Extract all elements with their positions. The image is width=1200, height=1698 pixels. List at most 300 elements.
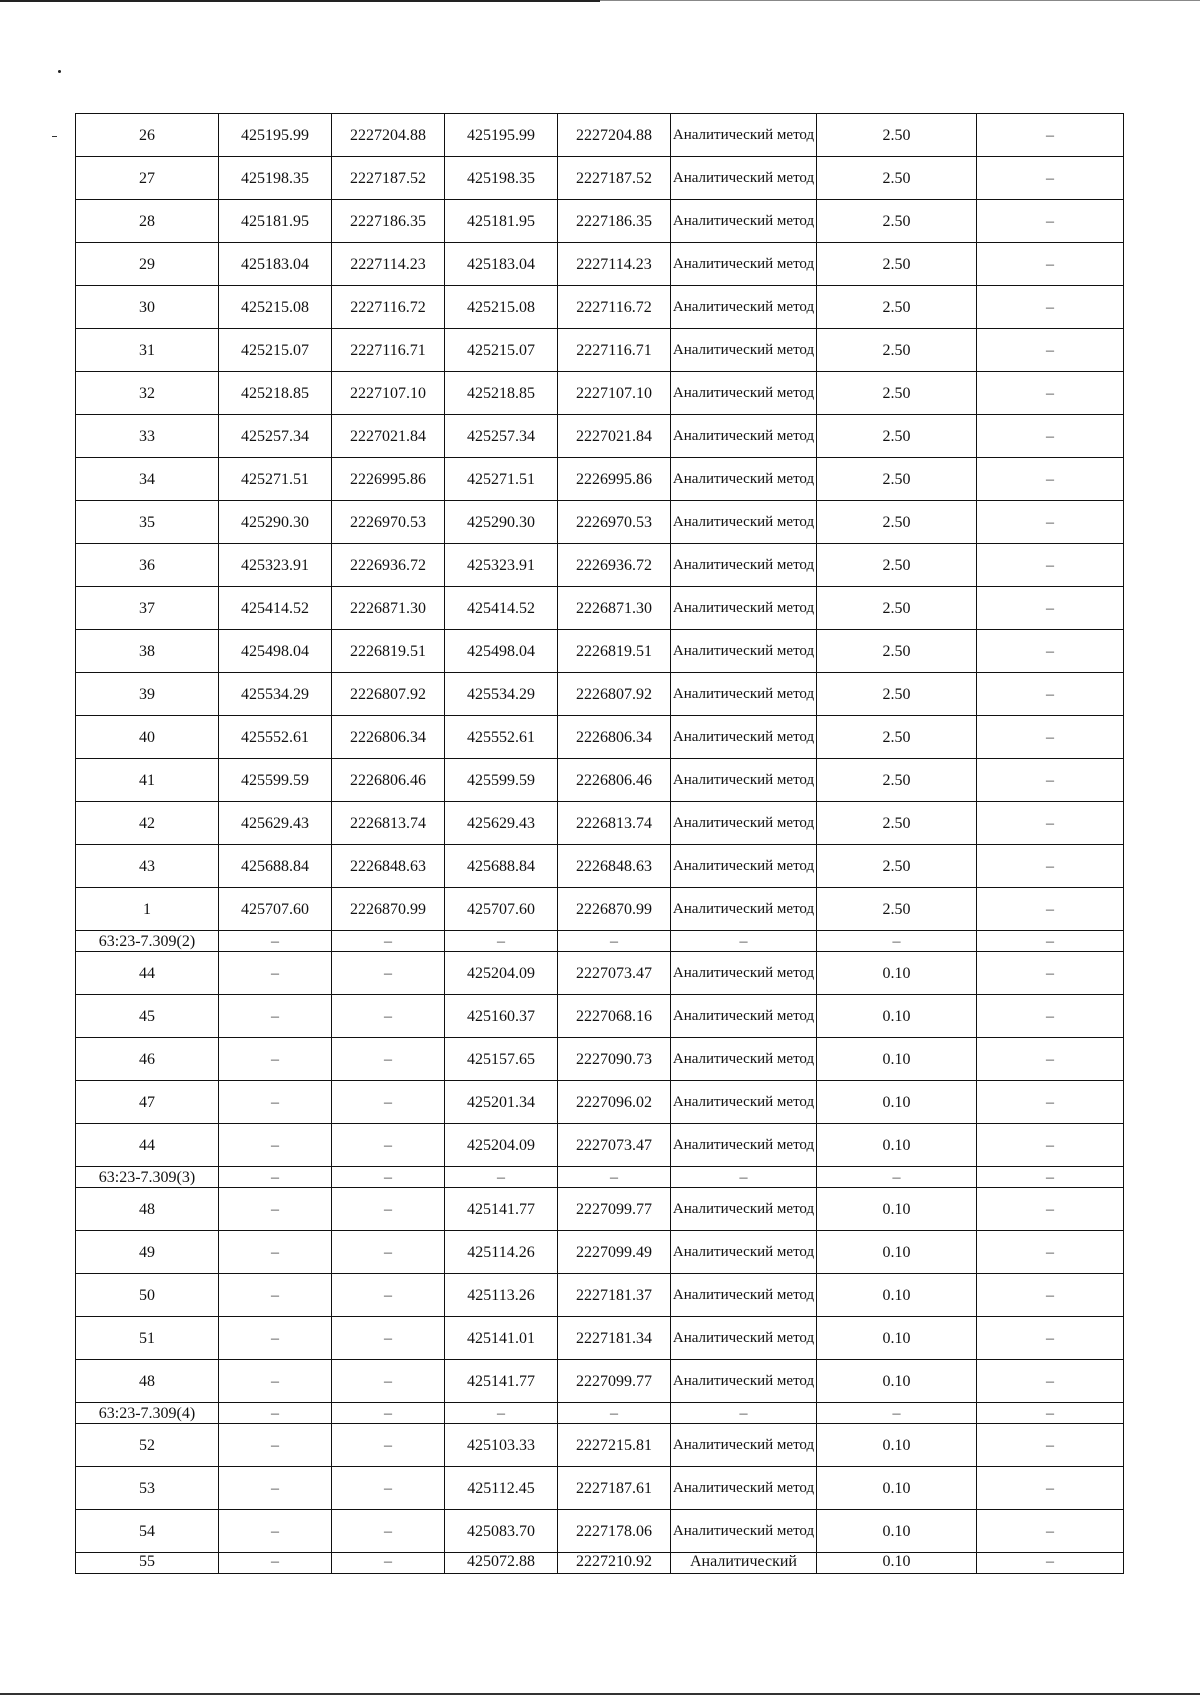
- method-cell: Аналитический метод: [671, 458, 817, 501]
- method-cell: Аналитический: [671, 1553, 817, 1574]
- description-cell: –: [977, 329, 1124, 372]
- y-coordinate-existing: –: [332, 1274, 445, 1317]
- y-coordinate-new: 2227114.23: [558, 243, 671, 286]
- x-coordinate-existing: 425271.51: [219, 458, 332, 501]
- accuracy-cell: 0.10: [817, 1360, 977, 1403]
- description-cell: –: [977, 1188, 1124, 1231]
- y-coordinate-new: 2227215.81: [558, 1424, 671, 1467]
- y-coordinate-new: 2227099.77: [558, 1188, 671, 1231]
- accuracy-cell: 0.10: [817, 1424, 977, 1467]
- accuracy-cell: –: [817, 1403, 977, 1424]
- y-coordinate-existing: –: [332, 952, 445, 995]
- description-cell: –: [977, 415, 1124, 458]
- method-cell: Аналитический метод: [671, 1124, 817, 1167]
- table-row: [76, 1424, 1124, 1467]
- point-number: 45: [76, 995, 219, 1038]
- table-row: [76, 544, 1124, 587]
- y-coordinate-existing: 2227186.35: [332, 200, 445, 243]
- method-cell: Аналитический метод: [671, 372, 817, 415]
- y-coordinate-existing: 2226871.30: [332, 587, 445, 630]
- x-coordinate-existing: –: [219, 1124, 332, 1167]
- point-number: 63:23-7.309(4): [76, 1403, 219, 1424]
- accuracy-cell: 0.10: [817, 1231, 977, 1274]
- point-number: 29: [76, 243, 219, 286]
- point-number: 26: [76, 114, 219, 157]
- accuracy-cell: 0.10: [817, 995, 977, 1038]
- accuracy-cell: 2.50: [817, 630, 977, 673]
- description-cell: –: [977, 372, 1124, 415]
- point-number: 63:23-7.309(2): [76, 931, 219, 952]
- description-cell: –: [977, 1167, 1124, 1188]
- x-coordinate-existing: –: [219, 1038, 332, 1081]
- accuracy-cell: 2.50: [817, 802, 977, 845]
- y-coordinate-new: 2227186.35: [558, 200, 671, 243]
- x-coordinate-existing: 425707.60: [219, 888, 332, 931]
- x-coordinate-existing: –: [219, 1553, 332, 1574]
- y-coordinate-existing: –: [332, 1403, 445, 1424]
- point-number: 30: [76, 286, 219, 329]
- description-cell: –: [977, 458, 1124, 501]
- point-number: 48: [76, 1188, 219, 1231]
- x-coordinate-new: 425141.77: [445, 1360, 558, 1403]
- x-coordinate-new: –: [445, 931, 558, 952]
- description-cell: –: [977, 673, 1124, 716]
- y-coordinate-existing: 2226995.86: [332, 458, 445, 501]
- y-coordinate-existing: –: [332, 1167, 445, 1188]
- table-row: [76, 1317, 1124, 1360]
- accuracy-cell: 0.10: [817, 1188, 977, 1231]
- table-row: [76, 888, 1124, 931]
- point-number: 50: [76, 1274, 219, 1317]
- accuracy-cell: 2.50: [817, 329, 977, 372]
- point-number: 54: [76, 1510, 219, 1553]
- x-coordinate-new: 425218.85: [445, 372, 558, 415]
- x-coordinate-existing: 425218.85: [219, 372, 332, 415]
- y-coordinate-new: 2227181.34: [558, 1317, 671, 1360]
- accuracy-cell: 0.10: [817, 1274, 977, 1317]
- x-coordinate-new: 425414.52: [445, 587, 558, 630]
- x-coordinate-new: 425688.84: [445, 845, 558, 888]
- method-cell: Аналитический метод: [671, 200, 817, 243]
- y-coordinate-existing: 2226806.46: [332, 759, 445, 802]
- y-coordinate-new: 2226819.51: [558, 630, 671, 673]
- y-coordinate-existing: –: [332, 1424, 445, 1467]
- point-number: 49: [76, 1231, 219, 1274]
- method-cell: Аналитический метод: [671, 1467, 817, 1510]
- point-number: 55: [76, 1553, 219, 1574]
- x-coordinate-new: 425181.95: [445, 200, 558, 243]
- table-row: [76, 995, 1124, 1038]
- method-cell: Аналитический метод: [671, 1317, 817, 1360]
- point-number: 32: [76, 372, 219, 415]
- y-coordinate-new: –: [558, 1403, 671, 1424]
- point-number: 44: [76, 1124, 219, 1167]
- point-number: 41: [76, 759, 219, 802]
- x-coordinate-existing: 425414.52: [219, 587, 332, 630]
- x-coordinate-existing: 425290.30: [219, 501, 332, 544]
- accuracy-cell: 2.50: [817, 544, 977, 587]
- point-number: 40: [76, 716, 219, 759]
- y-coordinate-existing: –: [332, 1553, 445, 1574]
- y-coordinate-new: 2227181.37: [558, 1274, 671, 1317]
- description-cell: –: [977, 587, 1124, 630]
- description-cell: –: [977, 845, 1124, 888]
- accuracy-cell: 2.50: [817, 673, 977, 716]
- description-cell: –: [977, 1038, 1124, 1081]
- x-coordinate-existing: –: [219, 1274, 332, 1317]
- description-cell: –: [977, 1510, 1124, 1553]
- x-coordinate-new: 425103.33: [445, 1424, 558, 1467]
- accuracy-cell: 0.10: [817, 1038, 977, 1081]
- x-coordinate-new: 425323.91: [445, 544, 558, 587]
- method-cell: Аналитический метод: [671, 1188, 817, 1231]
- x-coordinate-new: –: [445, 1167, 558, 1188]
- table-row: [76, 157, 1124, 200]
- x-coordinate-existing: 425629.43: [219, 802, 332, 845]
- y-coordinate-new: 2227096.02: [558, 1081, 671, 1124]
- y-coordinate-existing: 2227114.23: [332, 243, 445, 286]
- x-coordinate-new: 425498.04: [445, 630, 558, 673]
- y-coordinate-new: 2226871.30: [558, 587, 671, 630]
- x-coordinate-new: 425257.34: [445, 415, 558, 458]
- table-row: [76, 1038, 1124, 1081]
- accuracy-cell: 0.10: [817, 1467, 977, 1510]
- table-body: [76, 114, 1124, 1574]
- y-coordinate-new: 2227021.84: [558, 415, 671, 458]
- table-row: [76, 673, 1124, 716]
- x-coordinate-new: 425552.61: [445, 716, 558, 759]
- point-number: 51: [76, 1317, 219, 1360]
- x-coordinate-existing: 425498.04: [219, 630, 332, 673]
- x-coordinate-new: 425215.07: [445, 329, 558, 372]
- y-coordinate-new: 2226806.34: [558, 716, 671, 759]
- y-coordinate-existing: –: [332, 931, 445, 952]
- point-number: 42: [76, 802, 219, 845]
- description-cell: –: [977, 1274, 1124, 1317]
- table-row: [76, 1274, 1124, 1317]
- accuracy-cell: –: [817, 931, 977, 952]
- table-row: [76, 630, 1124, 673]
- method-cell: Аналитический метод: [671, 415, 817, 458]
- accuracy-cell: 2.50: [817, 501, 977, 544]
- x-coordinate-existing: 425183.04: [219, 243, 332, 286]
- method-cell: Аналитический метод: [671, 716, 817, 759]
- method-cell: Аналитический метод: [671, 286, 817, 329]
- table-row: [76, 114, 1124, 157]
- method-cell: Аналитический метод: [671, 501, 817, 544]
- accuracy-cell: 2.50: [817, 243, 977, 286]
- method-cell: Аналитический метод: [671, 329, 817, 372]
- y-coordinate-new: 2226936.72: [558, 544, 671, 587]
- description-cell: –: [977, 995, 1124, 1038]
- point-number: 35: [76, 501, 219, 544]
- x-coordinate-existing: 425552.61: [219, 716, 332, 759]
- description-cell: –: [977, 759, 1124, 802]
- x-coordinate-existing: 425195.99: [219, 114, 332, 157]
- description-cell: –: [977, 931, 1124, 952]
- x-coordinate-new: 425141.77: [445, 1188, 558, 1231]
- method-cell: Аналитический метод: [671, 114, 817, 157]
- description-cell: –: [977, 501, 1124, 544]
- x-coordinate-new: 425534.29: [445, 673, 558, 716]
- point-number: 47: [76, 1081, 219, 1124]
- table-row: [76, 587, 1124, 630]
- description-cell: –: [977, 630, 1124, 673]
- x-coordinate-existing: 425688.84: [219, 845, 332, 888]
- method-cell: Аналитический метод: [671, 587, 817, 630]
- table-row: [76, 952, 1124, 995]
- x-coordinate-existing: –: [219, 1467, 332, 1510]
- point-number: 39: [76, 673, 219, 716]
- y-coordinate-new: 2227073.47: [558, 952, 671, 995]
- y-coordinate-existing: –: [332, 1081, 445, 1124]
- y-coordinate-existing: 2227116.72: [332, 286, 445, 329]
- accuracy-cell: 2.50: [817, 372, 977, 415]
- y-coordinate-new: 2226806.46: [558, 759, 671, 802]
- y-coordinate-new: 2226807.92: [558, 673, 671, 716]
- description-cell: –: [977, 286, 1124, 329]
- x-coordinate-new: 425204.09: [445, 952, 558, 995]
- x-coordinate-existing: 425534.29: [219, 673, 332, 716]
- table-row: [76, 329, 1124, 372]
- point-number: 44: [76, 952, 219, 995]
- point-number: 52: [76, 1424, 219, 1467]
- x-coordinate-new: 425290.30: [445, 501, 558, 544]
- point-number: 63:23-7.309(3): [76, 1167, 219, 1188]
- point-number: 46: [76, 1038, 219, 1081]
- description-cell: –: [977, 1403, 1124, 1424]
- table-row: [76, 1467, 1124, 1510]
- table-row: [76, 802, 1124, 845]
- method-cell: Аналитический метод: [671, 1424, 817, 1467]
- x-coordinate-existing: –: [219, 1510, 332, 1553]
- x-coordinate-new: –: [445, 1403, 558, 1424]
- x-coordinate-new: 425201.34: [445, 1081, 558, 1124]
- accuracy-cell: 0.10: [817, 1317, 977, 1360]
- method-cell: –: [671, 1167, 817, 1188]
- section-header-row: [76, 1403, 1124, 1424]
- y-coordinate-new: –: [558, 931, 671, 952]
- method-cell: –: [671, 931, 817, 952]
- y-coordinate-existing: 2226807.92: [332, 673, 445, 716]
- x-coordinate-existing: –: [219, 1231, 332, 1274]
- y-coordinate-existing: 2226819.51: [332, 630, 445, 673]
- accuracy-cell: 2.50: [817, 200, 977, 243]
- method-cell: Аналитический метод: [671, 157, 817, 200]
- y-coordinate-new: 2227073.47: [558, 1124, 671, 1167]
- accuracy-cell: 0.10: [817, 1081, 977, 1124]
- point-number: 34: [76, 458, 219, 501]
- table-row: [76, 1188, 1124, 1231]
- x-coordinate-existing: 425198.35: [219, 157, 332, 200]
- method-cell: Аналитический метод: [671, 1274, 817, 1317]
- scan-edge-top-right: [600, 0, 1200, 1]
- point-number: 48: [76, 1360, 219, 1403]
- description-cell: –: [977, 544, 1124, 587]
- table-row: [76, 716, 1124, 759]
- description-cell: –: [977, 200, 1124, 243]
- method-cell: Аналитический метод: [671, 630, 817, 673]
- method-cell: Аналитический метод: [671, 759, 817, 802]
- y-coordinate-existing: 2227116.71: [332, 329, 445, 372]
- y-coordinate-new: 2226870.99: [558, 888, 671, 931]
- x-coordinate-new: 425707.60: [445, 888, 558, 931]
- x-coordinate-existing: –: [219, 1360, 332, 1403]
- table-row: [76, 501, 1124, 544]
- y-coordinate-new: 2227116.72: [558, 286, 671, 329]
- point-number: 27: [76, 157, 219, 200]
- y-coordinate-new: 2226970.53: [558, 501, 671, 544]
- y-coordinate-existing: 2226813.74: [332, 802, 445, 845]
- method-cell: Аналитический метод: [671, 1081, 817, 1124]
- description-cell: –: [977, 1124, 1124, 1167]
- y-coordinate-existing: –: [332, 1188, 445, 1231]
- x-coordinate-new: 425204.09: [445, 1124, 558, 1167]
- description-cell: –: [977, 716, 1124, 759]
- description-cell: –: [977, 802, 1124, 845]
- y-coordinate-new: 2227116.71: [558, 329, 671, 372]
- y-coordinate-new: 2227099.77: [558, 1360, 671, 1403]
- y-coordinate-existing: –: [332, 1360, 445, 1403]
- accuracy-cell: 2.50: [817, 845, 977, 888]
- x-coordinate-new: 425072.88: [445, 1553, 558, 1574]
- table-row: [76, 845, 1124, 888]
- y-coordinate-existing: –: [332, 1467, 445, 1510]
- y-coordinate-new: 2227204.88: [558, 114, 671, 157]
- accuracy-cell: 2.50: [817, 157, 977, 200]
- y-coordinate-new: 2227068.16: [558, 995, 671, 1038]
- table-row: [76, 372, 1124, 415]
- table-row: [76, 200, 1124, 243]
- y-coordinate-existing: 2226806.34: [332, 716, 445, 759]
- method-cell: Аналитический метод: [671, 673, 817, 716]
- y-coordinate-existing: –: [332, 1231, 445, 1274]
- y-coordinate-new: 2227187.61: [558, 1467, 671, 1510]
- accuracy-cell: 0.10: [817, 1553, 977, 1574]
- table-row: [76, 1124, 1124, 1167]
- y-coordinate-new: 2227107.10: [558, 372, 671, 415]
- scan-speck: [58, 70, 61, 73]
- point-number: 38: [76, 630, 219, 673]
- description-cell: –: [977, 1317, 1124, 1360]
- y-coordinate-new: 2227210.92: [558, 1553, 671, 1574]
- accuracy-cell: 2.50: [817, 458, 977, 501]
- point-number: 1: [76, 888, 219, 931]
- y-coordinate-existing: 2226970.53: [332, 501, 445, 544]
- point-number: 43: [76, 845, 219, 888]
- method-cell: Аналитический метод: [671, 1510, 817, 1553]
- y-coordinate-existing: 2227204.88: [332, 114, 445, 157]
- description-cell: –: [977, 1360, 1124, 1403]
- x-coordinate-existing: 425181.95: [219, 200, 332, 243]
- accuracy-cell: 0.10: [817, 1510, 977, 1553]
- y-coordinate-existing: 2227107.10: [332, 372, 445, 415]
- x-coordinate-existing: –: [219, 1317, 332, 1360]
- method-cell: Аналитический метод: [671, 952, 817, 995]
- table-row: [76, 1231, 1124, 1274]
- x-coordinate-new: 425271.51: [445, 458, 558, 501]
- point-number: 36: [76, 544, 219, 587]
- accuracy-cell: 0.10: [817, 1124, 977, 1167]
- x-coordinate-existing: 425215.07: [219, 329, 332, 372]
- y-coordinate-new: 2227099.49: [558, 1231, 671, 1274]
- point-number: 53: [76, 1467, 219, 1510]
- table-row: [76, 415, 1124, 458]
- x-coordinate-new: 425160.37: [445, 995, 558, 1038]
- x-coordinate-existing: 425257.34: [219, 415, 332, 458]
- method-cell: Аналитический метод: [671, 888, 817, 931]
- x-coordinate-new: 425112.45: [445, 1467, 558, 1510]
- scan-edge-top: [0, 0, 600, 2]
- scan-edge-bottom: [0, 1693, 1200, 1695]
- x-coordinate-existing: –: [219, 1424, 332, 1467]
- y-coordinate-existing: 2227021.84: [332, 415, 445, 458]
- accuracy-cell: –: [817, 1167, 977, 1188]
- y-coordinate-existing: 2226848.63: [332, 845, 445, 888]
- y-coordinate-new: 2226848.63: [558, 845, 671, 888]
- point-number: 28: [76, 200, 219, 243]
- method-cell: Аналитический метод: [671, 995, 817, 1038]
- x-coordinate-new: 425183.04: [445, 243, 558, 286]
- accuracy-cell: 2.50: [817, 759, 977, 802]
- accuracy-cell: 0.10: [817, 952, 977, 995]
- accuracy-cell: 2.50: [817, 286, 977, 329]
- point-number: 33: [76, 415, 219, 458]
- x-coordinate-existing: –: [219, 952, 332, 995]
- description-cell: –: [977, 1467, 1124, 1510]
- y-coordinate-new: 2227090.73: [558, 1038, 671, 1081]
- y-coordinate-existing: 2226936.72: [332, 544, 445, 587]
- description-cell: –: [977, 1081, 1124, 1124]
- x-coordinate-new: 425157.65: [445, 1038, 558, 1081]
- description-cell: –: [977, 1553, 1124, 1574]
- y-coordinate-existing: 2226870.99: [332, 888, 445, 931]
- x-coordinate-new: 425083.70: [445, 1510, 558, 1553]
- description-cell: –: [977, 1231, 1124, 1274]
- description-cell: –: [977, 1424, 1124, 1467]
- x-coordinate-existing: –: [219, 931, 332, 952]
- y-coordinate-existing: –: [332, 1510, 445, 1553]
- method-cell: Аналитический метод: [671, 544, 817, 587]
- x-coordinate-existing: –: [219, 1081, 332, 1124]
- table-row: [76, 286, 1124, 329]
- accuracy-cell: 2.50: [817, 114, 977, 157]
- table-row: [76, 1360, 1124, 1403]
- x-coordinate-new: 425215.08: [445, 286, 558, 329]
- y-coordinate-existing: –: [332, 1317, 445, 1360]
- description-cell: –: [977, 157, 1124, 200]
- x-coordinate-new: 425113.26: [445, 1274, 558, 1317]
- x-coordinate-existing: 425599.59: [219, 759, 332, 802]
- y-coordinate-new: 2227187.52: [558, 157, 671, 200]
- table-row: [76, 458, 1124, 501]
- description-cell: –: [977, 952, 1124, 995]
- x-coordinate-existing: 425215.08: [219, 286, 332, 329]
- section-header-row: [76, 1167, 1124, 1188]
- description-cell: –: [977, 114, 1124, 157]
- method-cell: Аналитический метод: [671, 1038, 817, 1081]
- x-coordinate-existing: 425323.91: [219, 544, 332, 587]
- x-coordinate-new: 425198.35: [445, 157, 558, 200]
- accuracy-cell: 2.50: [817, 888, 977, 931]
- y-coordinate-existing: –: [332, 1038, 445, 1081]
- table-row: [76, 243, 1124, 286]
- accuracy-cell: 2.50: [817, 415, 977, 458]
- y-coordinate-new: 2226813.74: [558, 802, 671, 845]
- x-coordinate-existing: –: [219, 1403, 332, 1424]
- y-coordinate-existing: –: [332, 995, 445, 1038]
- table-row: [76, 759, 1124, 802]
